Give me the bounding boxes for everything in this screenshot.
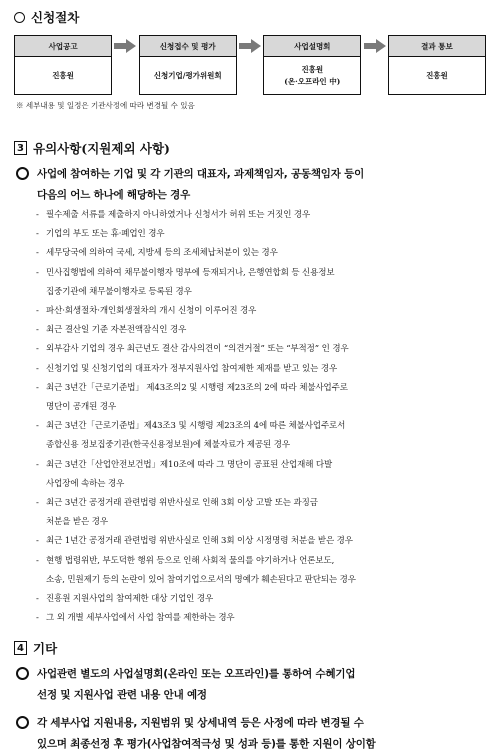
exclusion-item [36, 609, 486, 628]
dash-marker: - [36, 248, 39, 259]
exclusion-item [36, 475, 486, 494]
right-arrow-icon [237, 35, 263, 56]
exclusion-item [36, 590, 486, 609]
section3-bullet [14, 164, 486, 206]
right-arrow-icon [112, 35, 138, 56]
bullet-line: 선정 및 지원사업 관련 내용 안내 예정 [37, 689, 207, 702]
step-body-line: (온·오프라인 中) [284, 76, 341, 86]
exclusion-item [36, 571, 486, 590]
exclusion-item [36, 321, 486, 340]
step-head: 결과 통보 [389, 36, 485, 57]
step-head: 사업공고 [15, 36, 111, 57]
bullet-line: 있으며 최종선정 후 평가(사업참여적극성 및 성과 등)를 통한 지원이 상이함 [37, 738, 376, 751]
procedure-heading [14, 8, 486, 26]
bullet-line: 각 세부사업 지원내용, 지원범위 및 상세내역 등은 사정에 따라 변경될 수 [37, 717, 364, 730]
exclusion-item-text: 최근 결산일 기준 자본전액잠식인 경우 [46, 325, 187, 336]
exclusion-item-text: 기업의 부도 또는 휴·폐업인 경우 [46, 229, 165, 240]
step-body-line: 진흥원 [301, 64, 324, 74]
exclusion-item [36, 340, 486, 359]
exclusion-item [36, 206, 486, 225]
dash-marker: - [36, 325, 39, 336]
step-box-announcement [14, 35, 112, 95]
step-box-result [388, 35, 486, 95]
step-box-application [139, 35, 237, 95]
step-body [15, 57, 111, 94]
exclusion-item [36, 264, 486, 283]
exclusion-item [36, 436, 486, 455]
step-head: 신청접수 및 평가 [140, 36, 236, 57]
section4-title: 기타 [33, 641, 58, 657]
bullet-text [37, 164, 364, 206]
step-head: 사업설명회 [264, 36, 360, 57]
dash-marker [36, 513, 46, 532]
exclusion-item-text: 파산·회생절차·개인회생절차의 개시 신청이 이루어진 경우 [46, 306, 257, 317]
exclusion-item-text: 외부감사 기업의 경우 최근년도 결산 감사의견이 “의견거절” 또는 “부적정” 인 경우 [46, 344, 349, 355]
section4-bullet [14, 664, 486, 706]
step-body [140, 57, 236, 94]
exclusion-item [36, 379, 486, 398]
dash-marker [36, 398, 46, 417]
exclusion-item-text: 소송, 민원제기 등의 논란이 있어 참여기업으로서의 명예가 훼손된다고 판단되는 경우 [46, 574, 356, 585]
dash-marker: - [36, 498, 39, 509]
exclusion-item-text: 최근 3년간「근로기준법」제43조3 및 시행령 제23조의 4에 따른 체불사업주로서 [46, 421, 346, 432]
dash-marker: - [36, 210, 39, 220]
ring-bullet-icon [16, 167, 29, 180]
exclusion-item-text: 집중기관에 채무불이행자로 등록된 경우 [46, 286, 192, 297]
exclusion-item [36, 360, 486, 379]
exclusion-item-text: 신청기업 및 신청기업의 대표자가 정부지원사업 참여제한 제재를 받고 있는 경우 [46, 363, 338, 374]
bullet-text [37, 664, 355, 706]
dash-marker: - [36, 613, 39, 624]
dash-marker: - [36, 363, 39, 374]
dash-marker: - [36, 267, 39, 278]
exclusion-item [36, 513, 486, 532]
ring-bullet-icon [16, 667, 29, 680]
step-body-line: 진흥원 [426, 70, 448, 80]
procedure-note: ※ 세부내용 및 일정은 기관사정에 따라 변경될 수 있음 [16, 101, 195, 110]
exclusion-item-text: 사업장에 속하는 경우 [46, 478, 125, 489]
dash-marker: - [36, 555, 39, 566]
circle-bullet-icon [14, 12, 25, 23]
dash-marker: - [36, 306, 39, 317]
section3-heading [14, 139, 486, 157]
ring-bullet-icon [16, 716, 29, 729]
exclusion-item [36, 552, 486, 571]
exclusion-item-text: 진흥원 지원사업의 참여제한 대상 기업인 경우 [46, 594, 214, 605]
exclusion-item-text: 최근 3년간「근로기준법」 제43조의2 및 시행령 제23조의 2에 따라 체불사업주로 [46, 382, 348, 393]
step-box-briefing [263, 35, 361, 95]
procedure-title: 신청절차 [31, 10, 80, 25]
exclusion-list [36, 206, 486, 628]
exclusion-item-text: 처분을 받은 경우 [46, 517, 108, 528]
dash-marker [36, 475, 46, 494]
exclusion-item-text: 종합신용 정보집중기관(한국신용정보원)에 체불자료가 제공된 경우 [46, 440, 290, 451]
right-arrow-icon [361, 35, 387, 56]
exclusion-item-text: 세무당국에 의하여 국세, 지방세 등의 조세체납처분이 있는 경우 [46, 248, 278, 259]
dash-marker: - [36, 459, 39, 470]
exclusion-item [36, 532, 486, 551]
dash-marker: - [36, 344, 39, 355]
exclusion-item-text: 최근 3년간 공정거래 관련법령 위반사실로 인해 3회 이상 고발 또는 과징금 [46, 498, 318, 509]
dash-marker: - [36, 536, 39, 547]
step-body [389, 57, 485, 94]
exclusion-item [36, 494, 486, 513]
bullet-line: 사업관련 별도의 사업설명회(온라인 또는 오프라인)를 통하여 수혜기업 [37, 668, 356, 681]
dash-marker: - [36, 229, 39, 240]
exclusion-item [36, 244, 486, 263]
section-number-box: 3 [14, 141, 27, 155]
step-body-line: 신청기업/평가위원회 [153, 70, 222, 80]
exclusion-item [36, 283, 486, 302]
exclusion-item-text: 최근 1년간 공정거래 관련법령 위반사실로 인해 3회 이상 시정명령 처분을 받은 경우 [46, 536, 353, 547]
dash-marker: - [36, 382, 39, 393]
bullet-line: 사업에 참여하는 기업 및 각 기관의 대표자, 과제책임자, 공동책임자 등이 [37, 168, 365, 180]
section3-title: 유의사항(지원제외 사항) [33, 141, 170, 156]
exclusion-item [36, 225, 486, 244]
dash-marker [36, 436, 46, 455]
dash-marker [36, 571, 46, 590]
bullet-text [37, 713, 376, 755]
exclusion-item [36, 398, 486, 417]
exclusion-item [36, 417, 486, 436]
exclusion-item [36, 456, 486, 475]
step-body [264, 57, 360, 94]
procedure-flow [14, 35, 486, 95]
exclusion-item-text: 최근 3년간「산업안전보건법」제10조에 따라 그 명단이 공표된 산업재해 다발 [46, 459, 333, 470]
section4-bullet [14, 713, 486, 755]
dash-marker: - [36, 594, 39, 605]
exclusion-item-text: 현행 법령위반, 부도덕한 행위 등으로 인해 사회적 물의를 야기하거나 언론보도, [46, 555, 335, 566]
dash-marker: - [36, 421, 39, 432]
exclusion-item-text: 명단이 공개된 경우 [46, 402, 117, 413]
exclusion-item [36, 302, 486, 321]
exclusion-item-text: 그 외 개별 세부사업에서 사업 참여를 제한하는 경우 [46, 613, 235, 624]
dash-marker [36, 283, 46, 302]
bullet-line: 다음의 어느 하나에 해당하는 경우 [37, 189, 191, 201]
step-body-line: 진흥원 [52, 70, 74, 80]
section-number-box: 4 [14, 641, 27, 655]
exclusion-item-text: 민사집행법에 의하여 채무불이행자 명부에 등재되거나, 은행연합회 등 신용정보 [46, 267, 335, 278]
section4-heading [14, 639, 486, 657]
exclusion-item-text: 필수제출 서류를 제출하지 아니하였거나 신청서가 허위 또는 거짓인 경우 [46, 210, 311, 220]
